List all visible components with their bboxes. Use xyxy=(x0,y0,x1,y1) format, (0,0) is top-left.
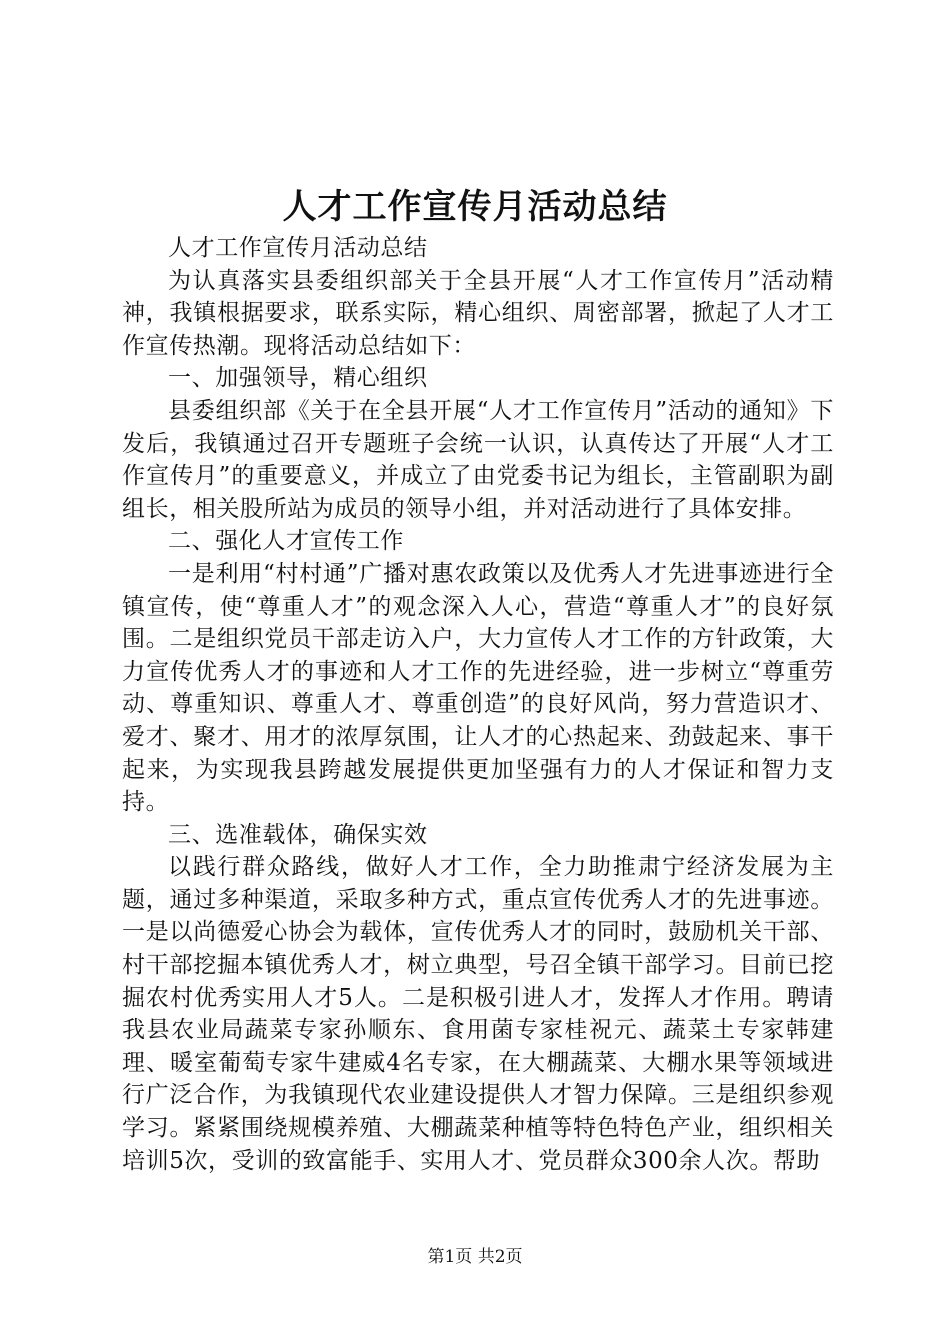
section-heading-2: 二、强化人才宣传工作 xyxy=(168,528,404,555)
page-footer: 第1页 共2页 xyxy=(427,1247,523,1267)
document-title: 人才工作宣传月活动总结 xyxy=(282,187,668,227)
paragraph-section-1: 县委组织部《关于在全县开展“人才工作宣传月”活动的通知》下发后，我镇通过召开专题班子会统一认识，认真传达了开展“人才工作宣传月”的重要意义，并成立了由党委书记为组长，主管副职为副组长，相关股所站为成员的领导小组，并对活动进行了具体安排。 xyxy=(122,397,834,522)
section-heading-1: 一、加强领导，精心组织 xyxy=(168,365,428,392)
section-heading-3: 三、选准载体，确保实效 xyxy=(168,821,428,848)
paragraph-section-2: 一是利用“村村通”广播对惠农政策以及优秀人才先进事迹进行全镇宣传，使“尊重人才”的观念深入人心，营造“尊重人才”的良好氛围。二是组织党员干部走访入户，大力宣传人才工作的方针政策，大力宣传优秀人才的事迹和人才工作的先进经验，进一步树立“尊重劳动、尊重知识、尊重人才、尊重创造”的良好风尚，努力营造识才、爱才、聚才、用才的浓厚氛围，让人才的心热起来、劲鼓起来、事干起来，为实现我县跨越发展提供更加坚强有力的人才保证和智力支持。 xyxy=(122,560,834,816)
document-body xyxy=(122,232,834,1177)
paragraph-section-3: 以践行群众路线，做好人才工作，全力助推肃宁经济发展为主题，通过多种渠道，采取多种方式，重点宣传优秀人才的先进事迹。一是以尚德爱心协会为载体，宣传优秀人才的同时，鼓励机关干部、村干部挖掘本镇优秀人才，树立典型，号召全镇干部学习。目前已挖掘农村优秀实用人才5人。二是积极引进人才，发挥人才作用。聘请我县农业局蔬菜专家孙顺东、食用菌专家桂祝元、蔬菜土专家韩建理、暖室葡萄专家牛建威4名专家，在大棚蔬菜、大棚水果等领域进行广泛合作，为我镇现代农业建设提供人才智力保障。三是组织参观学习。紧紧围绕规模养殖、大棚蔬菜种植等特色特色产业，组织相关培训5次，受训的致富能手、实用人才、党员群众300余人次。帮助 xyxy=(122,854,834,1174)
paragraph-intro: 为认真落实县委组织部关于全县开展“人才工作宣传月”活动精神，我镇根据要求，联系实际，精心组织、周密部署，掀起了人才工作宣传热潮。现将活动总结如下： xyxy=(122,267,834,359)
paragraph-heading-repeat: 人才工作宣传月活动总结 xyxy=(168,235,428,261)
